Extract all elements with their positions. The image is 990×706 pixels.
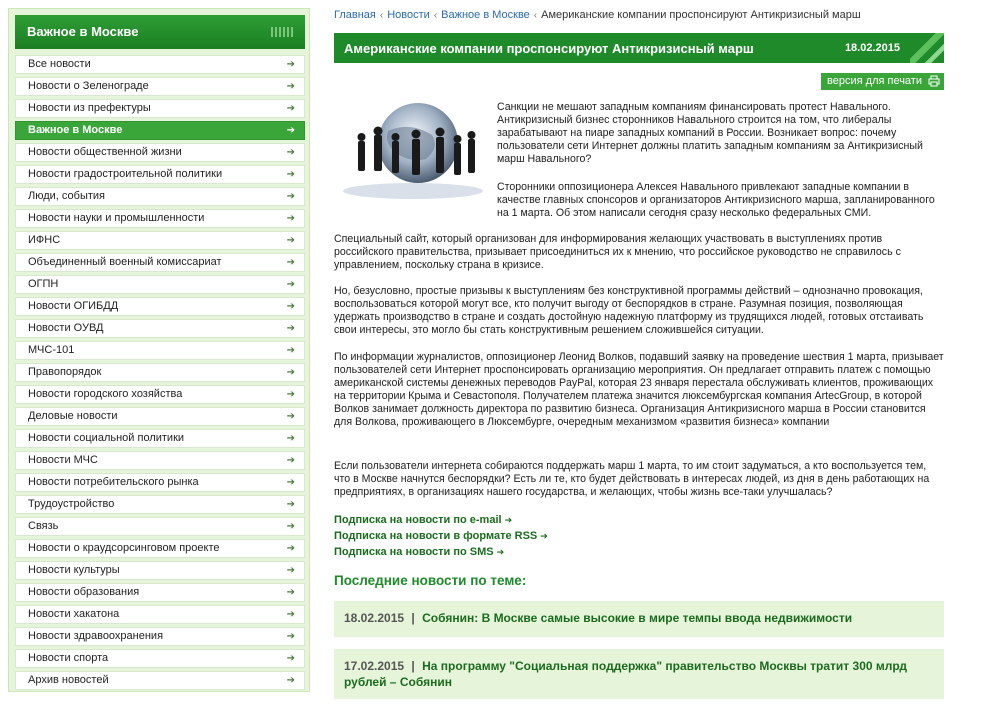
sidebar-item-label: Архив новостей	[28, 674, 109, 686]
breadcrumb-important[interactable]: Важное в Москве	[441, 9, 530, 21]
arrow-right-icon: ➔	[504, 515, 513, 525]
subscribe-rss-link[interactable]	[334, 528, 548, 544]
subscriptions	[334, 512, 548, 560]
sidebar-item[interactable]	[15, 99, 305, 118]
sidebar-item[interactable]	[15, 649, 305, 668]
sidebar-item[interactable]	[15, 297, 305, 316]
sidebar-item[interactable]	[15, 517, 305, 536]
sidebar-item-label: Новости общественной жизни	[28, 146, 182, 158]
arrow-right-icon: ➔	[286, 279, 295, 290]
sidebar-item[interactable]	[15, 121, 305, 140]
sidebar-item[interactable]	[15, 275, 305, 294]
sidebar-item-label: ИФНС	[28, 234, 61, 246]
article-title-bar	[334, 33, 944, 63]
sidebar-item-label: Новости градостроительной политики	[28, 168, 223, 180]
breadcrumb-chevron-icon: ‹	[533, 10, 538, 21]
sidebar-item-label: Деловые новости	[28, 410, 118, 422]
sidebar-item[interactable]	[15, 561, 305, 580]
article-title: Американские компании проспонсируют Антикризисный марш	[344, 41, 754, 56]
sidebar-menu	[15, 55, 305, 693]
sidebar-item-label: Все новости	[28, 58, 91, 70]
breadcrumb-home[interactable]: Главная	[334, 9, 376, 21]
news-title: Собянин: В Москве самые высокие в мире темпы ввода недвижимости	[422, 611, 853, 625]
related-news-item[interactable]	[334, 601, 944, 637]
sidebar-item-label: Новости о краудсорсинговом проекте	[28, 542, 220, 554]
arrow-right-icon: ➔	[286, 125, 295, 136]
sidebar-item-label: Новости ОГИБДД	[28, 300, 119, 312]
arrow-right-icon: ➔	[286, 455, 295, 466]
breadcrumb	[334, 9, 861, 21]
sidebar-item[interactable]	[15, 165, 305, 184]
sidebar-header	[15, 15, 305, 49]
arrow-right-icon: ➔	[286, 389, 295, 400]
print-version-button[interactable]	[821, 73, 944, 90]
arrow-right-icon: ➔	[286, 213, 295, 224]
sidebar-item[interactable]	[15, 253, 305, 272]
paragraph-text: По информации журналистов, оппозиционер Леонид Волков, подавший заявку на проведение шествия 1 марта, призывает пользователей сети Интернет проспонсировать организацию мероприятия. Он предлагает отправить платеж с помощью американской системы денежных переводов PayPal, которая 23 января перестала обслуживать клиентов, проживающих на территории Крыма и Севастополя. Получателем платежа значится люксембургская компания ArtecGroup, в которой Волков занимает должность директора по развитию бизнеса. Организация Антикризисного марша в России становится для Волкова, проживающего в Люксембурге, очередным механизмом «развития бизнеса» компании	[334, 351, 944, 428]
sidebar-item-label: Новости потребительского рынка	[28, 476, 199, 488]
sidebar-item-label: Новости спорта	[28, 652, 109, 664]
sidebar-item-label: Связь	[28, 520, 59, 532]
article-paragraph-3	[334, 351, 944, 429]
sidebar-item-label: ОГПН	[28, 278, 59, 290]
lead-paragraph-2: Сторонники оппозиционера Алексея Навального привлекают западные компании в качестве главных спонсоров и организаторов Антикризисного марша, запланированного на 1 марта. Об этом написали сегодня сразу несколько федеральных СМИ.	[497, 181, 935, 219]
sidebar-item-label: Новости науки и промышленности	[28, 212, 205, 224]
sidebar-title: Важное в Москве	[27, 24, 139, 39]
arrow-right-icon: ➔	[286, 59, 295, 70]
news-date: 18.02.2015	[344, 611, 405, 625]
article-paragraph-1	[334, 233, 944, 272]
article-paragraph-4	[334, 460, 944, 499]
arrow-right-icon: ➔	[286, 543, 295, 554]
title-decoration	[910, 33, 944, 63]
paragraph-text: Специальный сайт, который организован для информирования желающих участвовать в выступлениях против российского правительства, призывает присоединиться их к мнению, что российское руководство не справилось с управлением, поскольку страна в кризисе.	[334, 233, 901, 271]
arrow-right-icon: ➔	[286, 587, 295, 598]
sidebar-item[interactable]	[15, 363, 305, 382]
sidebar-item-label: Трудоустройство	[28, 498, 115, 510]
subscribe-email-link[interactable]	[334, 512, 548, 528]
sidebar-item[interactable]	[15, 231, 305, 250]
sidebar-item[interactable]	[15, 341, 305, 360]
subscribe-sms-label: Подписка на новости по SMS	[334, 546, 494, 558]
sidebar-item[interactable]	[15, 407, 305, 426]
arrow-right-icon: ➔	[540, 531, 548, 541]
breadcrumb-chevron-icon: ‹	[433, 10, 438, 21]
sidebar-item[interactable]	[15, 187, 305, 206]
sidebar-item-label: Правопорядок	[28, 366, 102, 378]
arrow-right-icon: ➔	[286, 169, 295, 180]
news-date: 17.02.2015	[344, 659, 405, 673]
sidebar-item[interactable]	[15, 209, 305, 228]
arrow-right-icon: ➔	[286, 235, 295, 246]
sidebar-item-label: Новости здравоохранения	[28, 630, 164, 642]
sidebar-item[interactable]	[15, 495, 305, 514]
article-image	[340, 101, 486, 201]
arrow-right-icon: ➔	[286, 653, 295, 664]
arrow-right-icon: ➔	[286, 257, 295, 268]
arrow-right-icon: ➔	[286, 675, 295, 686]
arrow-right-icon: ➔	[286, 323, 295, 334]
sidebar-item[interactable]	[15, 429, 305, 448]
breadcrumb-current: Американские компании проспонсируют Антикризисный марш	[541, 9, 861, 21]
sidebar-item[interactable]	[15, 605, 305, 624]
arrow-right-icon: ➔	[286, 81, 295, 92]
sidebar-item-label: Новости культуры	[28, 564, 120, 576]
sidebar-item[interactable]	[15, 451, 305, 470]
arrow-right-icon: ➔	[286, 631, 295, 642]
breadcrumb-news[interactable]: Новости	[387, 9, 430, 21]
subscribe-sms-link[interactable]	[334, 544, 548, 560]
printer-icon	[928, 75, 940, 87]
related-heading: Последние новости по теме:	[334, 573, 527, 588]
sidebar-item-label: Важное в Москве	[28, 124, 123, 136]
sidebar-item[interactable]	[15, 539, 305, 558]
sidebar-item[interactable]	[15, 55, 305, 74]
arrow-right-icon: ➔	[286, 411, 295, 422]
print-label: версия для печати	[827, 75, 922, 87]
sidebar-item[interactable]	[15, 385, 305, 404]
arrow-right-icon: ➔	[286, 191, 295, 202]
sidebar-item-label: Объединенный военный комиссариат	[28, 256, 222, 268]
news-title: На программу "Социальная поддержка" правительство Москвы тратит 300 млрд рублей – Собянин	[344, 659, 908, 689]
sidebar-item-label: Новости из префектуры	[28, 102, 151, 114]
article-lead	[497, 101, 944, 220]
article-date: 18.02.2015	[844, 42, 900, 54]
sidebar-item-label: МЧС-101	[28, 344, 75, 356]
sidebar-item-label: Новости образования	[28, 586, 140, 598]
sidebar-item-label: Новости хакатона	[28, 608, 120, 620]
arrow-right-icon: ➔	[286, 521, 295, 532]
sidebar-item[interactable]	[15, 473, 305, 492]
paragraph-text: Но, безусловно, простые призывы к выступлениям без конструктивной программы действий – однозначно провокация, воспользоваться которой могут все, кто получит выгоду от беспорядков в стране. Разумная позиция, позволяющая удержать производство в стране и создать достойную надежную платформу из трудящихся людей, готовых отстаивать свои интересы, это могло бы стать конструктивным решением сложившейся ситуации.	[334, 285, 924, 336]
arrow-right-icon: ➔	[286, 433, 295, 444]
subscribe-rss-label: Подписка на новости в формате RSS	[334, 530, 538, 542]
sidebar-item-label: Новости городского хозяйства	[28, 388, 183, 400]
arrow-right-icon: ➔	[286, 147, 295, 158]
arrow-right-icon: ➔	[286, 301, 295, 312]
sidebar-item[interactable]	[15, 319, 305, 338]
arrow-right-icon: ➔	[496, 547, 505, 557]
sidebar-item[interactable]	[15, 583, 305, 602]
arrow-right-icon: ➔	[286, 103, 295, 114]
sidebar-item-label: Люди, события	[28, 190, 105, 202]
sidebar-item[interactable]	[15, 671, 305, 690]
subscribe-email-label: Подписка на новости по e-mail	[334, 514, 502, 526]
breadcrumb-chevron-icon: ‹	[379, 10, 384, 21]
sidebar-item-label: Новости МЧС	[28, 454, 98, 466]
sidebar-item[interactable]	[15, 627, 305, 646]
arrow-right-icon: ➔	[286, 499, 295, 510]
sidebar-item-label: Новости ОУВД	[28, 322, 104, 334]
sidebar-item[interactable]	[15, 143, 305, 162]
sidebar	[8, 8, 310, 692]
sidebar-item[interactable]	[15, 77, 305, 96]
arrow-right-icon: ➔	[286, 477, 295, 488]
sidebar-item-label: Новости социальной политики	[28, 432, 185, 444]
grip-icon	[271, 27, 295, 37]
sidebar-item-label: Новости о Зеленограде	[28, 80, 149, 92]
arrow-right-icon: ➔	[286, 345, 295, 356]
related-news-item[interactable]	[334, 649, 944, 699]
lead-paragraph-1: Санкции не мешают западным компаниям финансировать протест Навального. Антикризисный бизнес сторонников Навального строится на том, что либералы зарабатывают на пиаре западных компаний в России. Возникает вопрос: почему пользователи сети Интернет должны платить западным компаниям за Антикризисный марш Навального?	[497, 101, 923, 165]
news-separator: |	[411, 659, 415, 673]
arrow-right-icon: ➔	[286, 565, 295, 576]
article-paragraph-2	[334, 285, 944, 337]
paragraph-text: Если пользователи интернета собираются поддержать марш 1 марта, то им стоит задуматься, а кто воспользуется тем, что в Москве начнутся беспорядки? Есть ли те, кто будет действовать в интересах людей, из дня в день работающих на предприятиях, в организациях нашего государства, и желающих, чтобы жизнь все-таки улучшалась?	[334, 460, 930, 498]
arrow-right-icon: ➔	[286, 609, 295, 620]
arrow-right-icon: ➔	[286, 367, 295, 378]
news-separator: |	[411, 611, 415, 625]
